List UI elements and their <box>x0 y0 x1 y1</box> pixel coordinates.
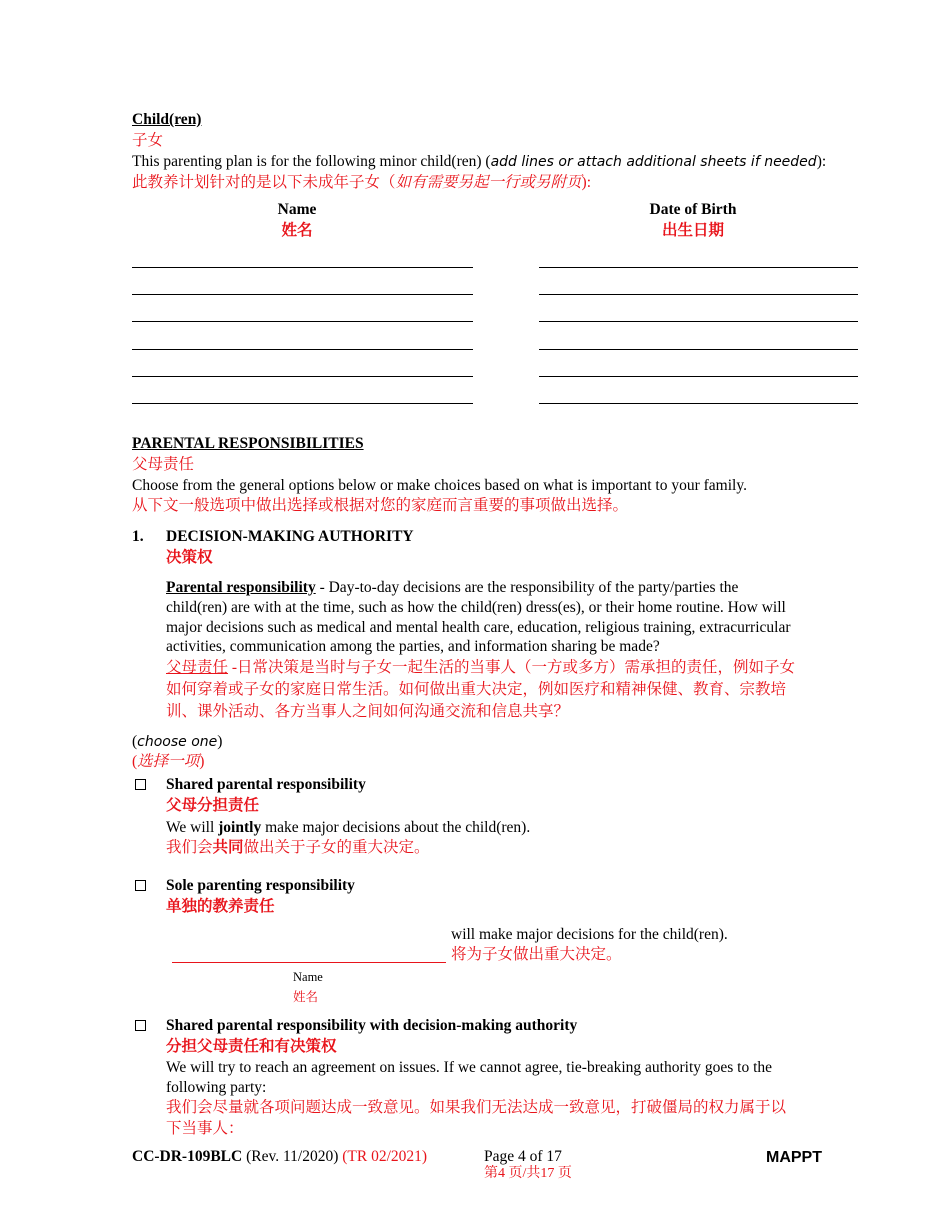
sole-name-line[interactable] <box>172 962 446 963</box>
shared-title: Shared parental responsibility <box>166 776 366 793</box>
child-dob-line[interactable] <box>539 349 858 350</box>
desc-zh-line-2: 如何穿着或子女的家庭日常生活。如何做出重大决定，例如医疗和精神保健、教育、宗教培 <box>166 681 787 698</box>
child-name-line[interactable] <box>132 294 473 295</box>
desc-line-3: major decisions such as medical and mental health care, education, religious training, extracurricular <box>166 619 791 636</box>
parental-heading: PARENTAL RESPONSIBILITIES <box>132 435 364 452</box>
shared-text: We will jointly make major decisions about the child(ren). <box>166 819 531 836</box>
shared-text-zh: 我们会共同做出关于子女的重大决定。 <box>166 839 430 856</box>
parental-intro: Choose from the general options below or make choices based on what is important to your family. <box>132 477 747 494</box>
child-name-line[interactable] <box>132 403 473 404</box>
authority-text-zh-2: 下当事人： <box>166 1120 244 1137</box>
children-intro: This parenting plan is for the following minor child(ren) (add lines or attach additional sheets if needed): <box>132 153 827 170</box>
sole-checkbox[interactable] <box>135 880 146 891</box>
authority-checkbox[interactable] <box>135 1020 146 1031</box>
section-number: 1. <box>132 528 144 545</box>
sole-text: will make major decisions for the child(ren). <box>451 926 728 943</box>
desc-line-1: Parental responsibility - Day-to-day decisions are the responsibility of the party/parties the <box>166 579 739 596</box>
shared-checkbox[interactable] <box>135 779 146 790</box>
sole-text-zh: 将为子女做出重大决定。 <box>451 946 622 963</box>
child-dob-line[interactable] <box>539 267 858 268</box>
child-name-line[interactable] <box>132 267 473 268</box>
desc-line-2: child(ren) are with at the time, such as how the child(ren) dress(es), or their home routine. How will <box>166 599 786 616</box>
sole-title-zh: 单独的教养责任 <box>166 898 275 915</box>
shared-title-zh: 父母分担责任 <box>166 797 260 814</box>
child-name-line[interactable] <box>132 376 473 377</box>
page-number: Page 4 of 17 <box>484 1148 562 1165</box>
form-code: MAPPT <box>766 1149 822 1166</box>
child-dob-line[interactable] <box>539 294 858 295</box>
children-intro-zh: 此教养计划针对的是以下未成年子女（如有需要另起一行或另附页): <box>132 174 591 191</box>
children-heading: Child(ren) <box>132 111 202 128</box>
child-name-line[interactable] <box>132 349 473 350</box>
child-dob-line[interactable] <box>539 321 858 322</box>
col-name-header: Name <box>277 201 317 218</box>
form-id: CC-DR-109BLC (Rev. 11/2020) (TR 02/2021) <box>132 1148 428 1165</box>
section-title-zh: 决策权 <box>166 549 213 566</box>
child-dob-line[interactable] <box>539 376 858 377</box>
parental-heading-zh: 父母责任 <box>132 456 195 473</box>
col-dob-header: Date of Birth <box>649 201 737 218</box>
parental-intro-zh: 从下文一般选项中做出选择或根据对您的家庭而言重要的事项做出选择。 <box>132 497 629 514</box>
sole-name-label-zh: 姓名 <box>293 990 319 1004</box>
choose-one-zh: (选择一项) <box>132 753 205 770</box>
page-number-zh: 第4 页/共17 页 <box>484 1166 572 1181</box>
section-title: DECISION-MAKING AUTHORITY <box>166 528 414 545</box>
col-dob-header-zh: 出生日期 <box>661 222 724 239</box>
children-heading-zh: 子女 <box>132 132 164 149</box>
col-name-header-zh: 姓名 <box>281 222 313 239</box>
child-name-line[interactable] <box>132 321 473 322</box>
authority-title-zh: 分担父母责任和有决策权 <box>166 1038 337 1055</box>
authority-text-1: We will try to reach an agreement on issues. If we cannot agree, tie-breaking authority goes to the <box>166 1059 773 1076</box>
sole-title: Sole parenting responsibility <box>166 877 355 894</box>
desc-line-4: activities, communication among the parties, and information sharing be made? <box>166 638 660 655</box>
authority-text-2: following party: <box>166 1079 267 1096</box>
choose-one: (choose one) <box>132 733 223 750</box>
child-dob-line[interactable] <box>539 403 858 404</box>
authority-title: Shared parental responsibility with decision-making authority <box>166 1017 578 1034</box>
desc-zh-line-1: 父母责任 -日常决策是当时与子女一起生活的当事人（一方或多方）需承担的责任，例如子女 <box>166 659 796 676</box>
sole-name-label: Name <box>293 970 323 984</box>
desc-zh-line-3: 训、课外活动、各方当事人之间如何沟通交流和信息共享？ <box>166 703 570 720</box>
authority-text-zh-1: 我们会尽量就各项问题达成一致意见。如果我们无法达成一致意见，打破僵局的权力属于以 <box>166 1099 787 1116</box>
